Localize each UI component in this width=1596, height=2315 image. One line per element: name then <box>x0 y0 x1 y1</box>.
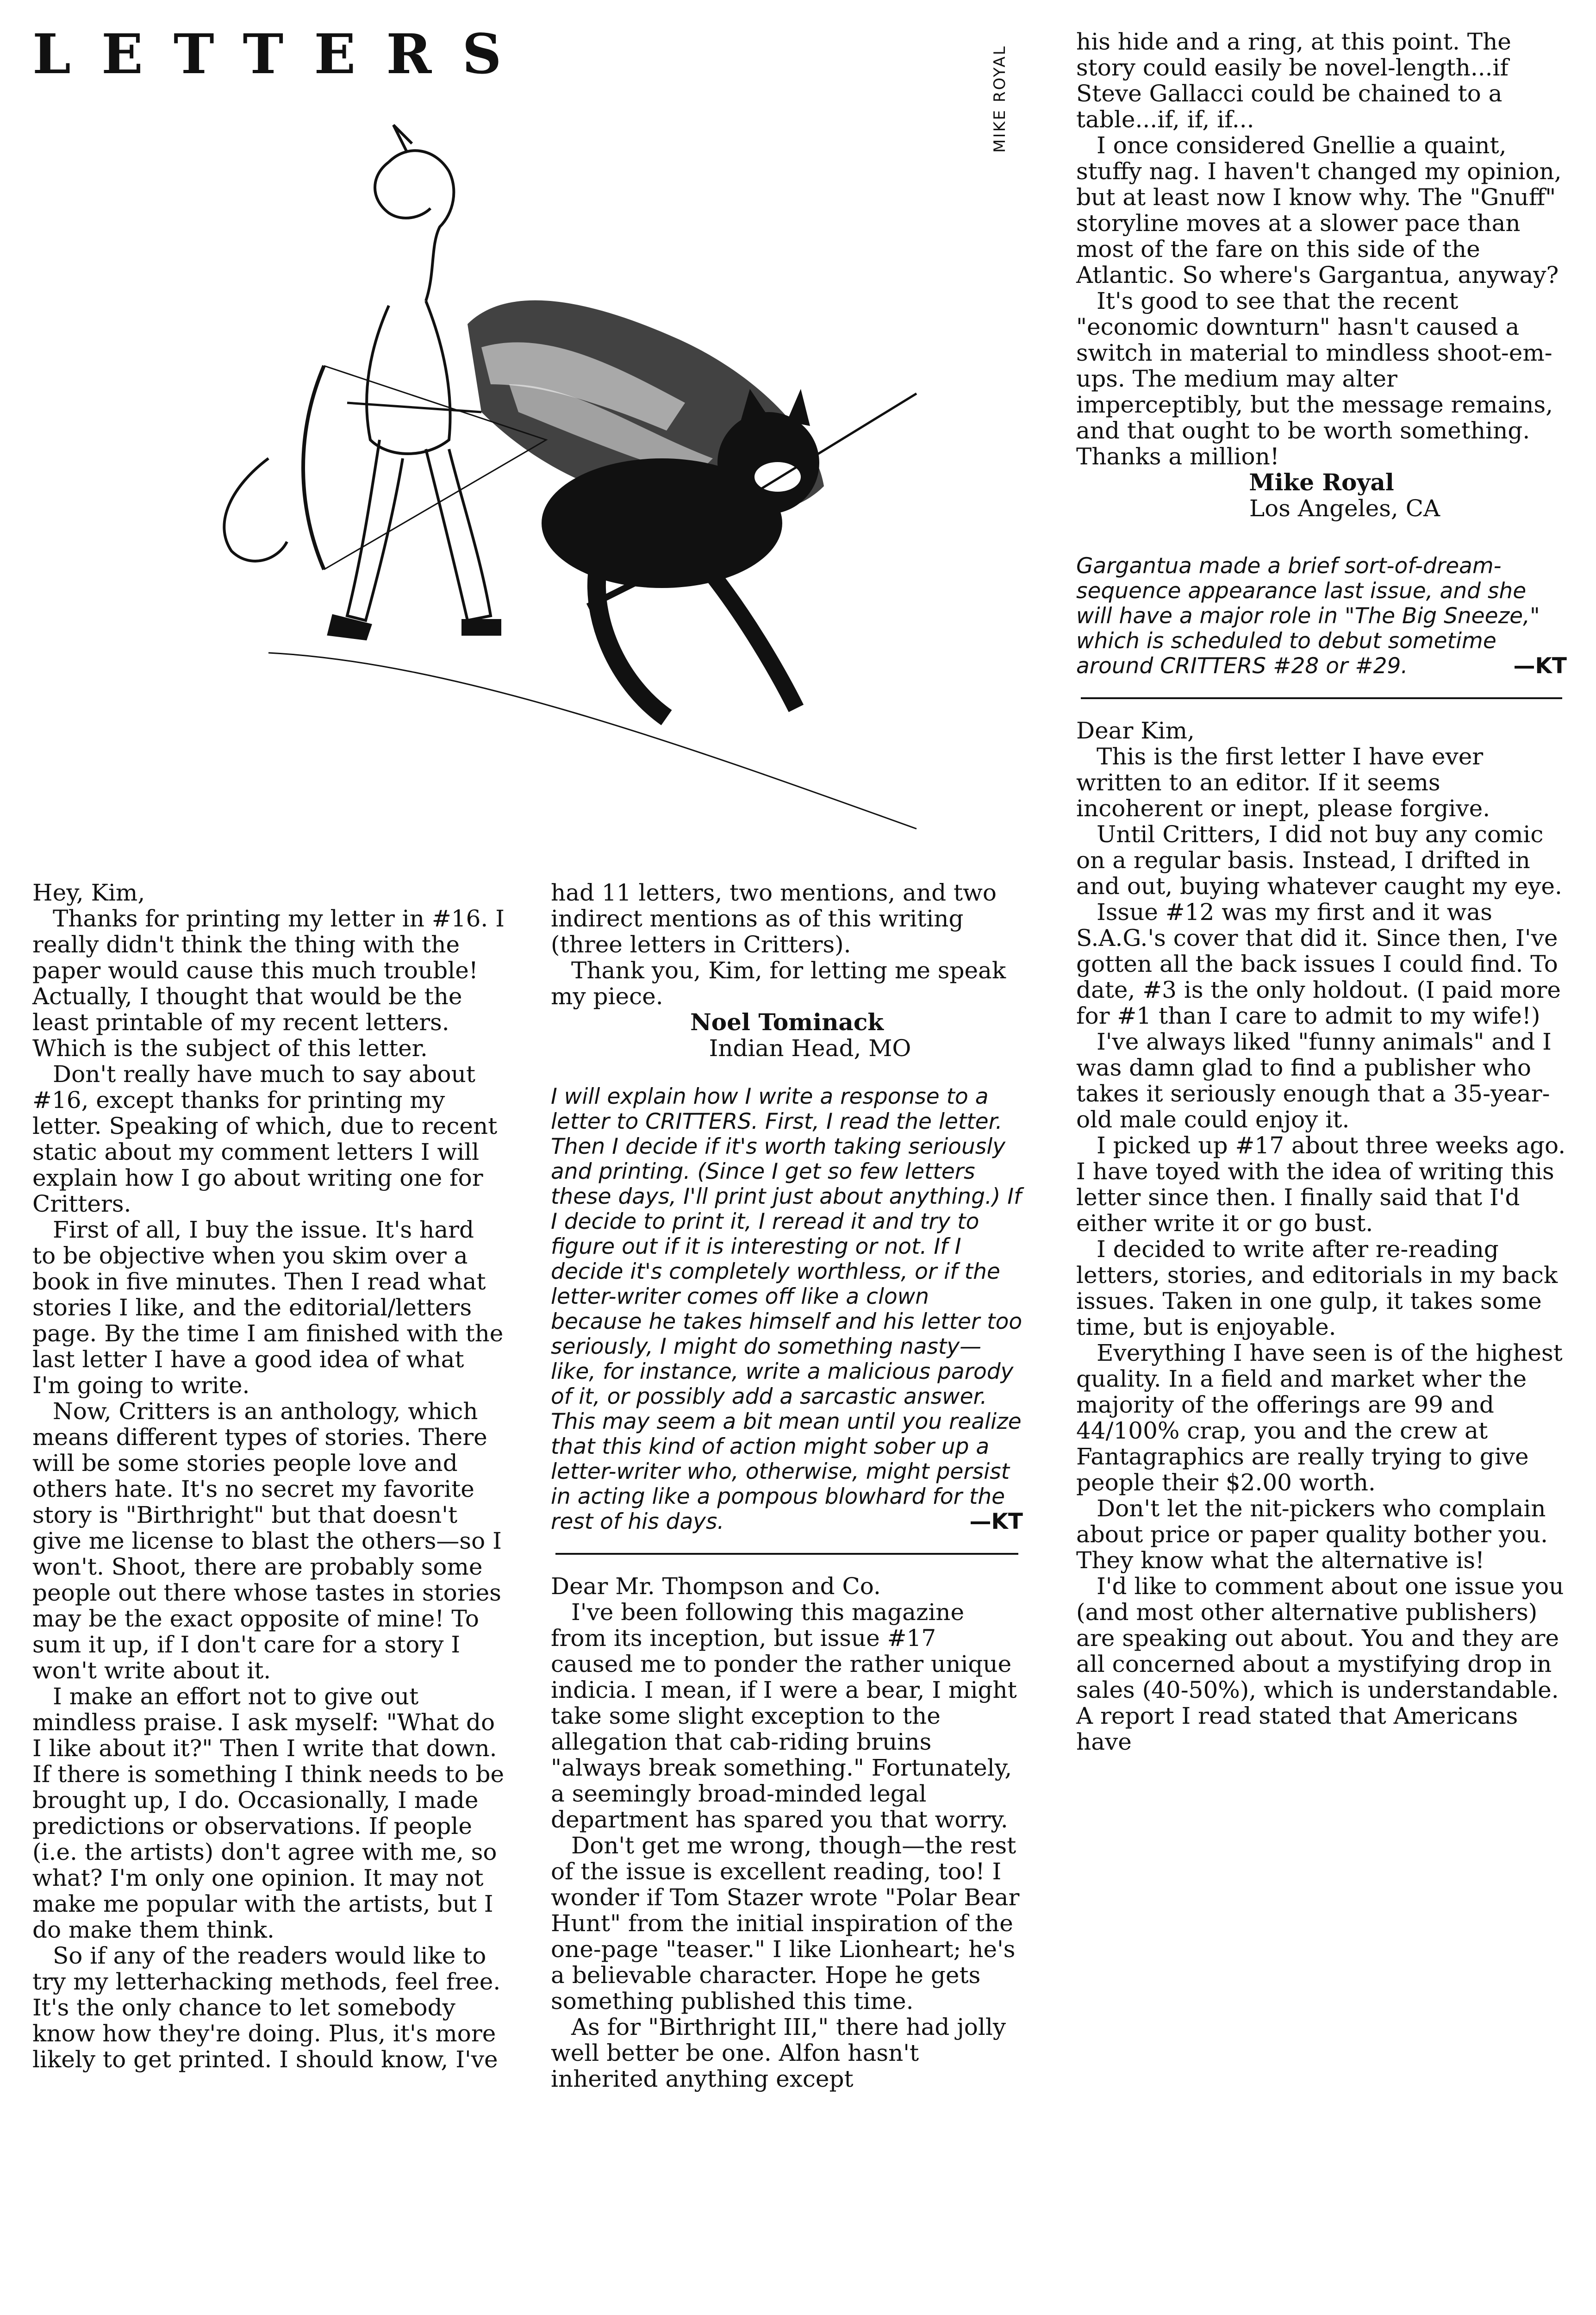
paragraph: Everything I have seen is of the highest quality. In a field and market wher the majority of the offerings are 99 and 44/100% crap, you and the crew at Fantagraphics are really trying to give people their $2.00 worth. <box>1076 1339 1563 1496</box>
paragraph: This is the first letter I have ever written to an editor. If it seems incoherent or inept, please forgive. <box>1076 743 1490 822</box>
salutation: Hey, Kim, <box>32 879 145 906</box>
paragraph: Issue #12 was my first and it was S.A.G.'s cover that did it. Since then, I've gotten all the back issues I could find. To date, #3 is the only holdout. (I paid more for #1 than I care to admit to my wife!) <box>1076 899 1561 1029</box>
paragraph: So if any of the readers would like to try my letterhacking methods, feel free. It's the only chance to let somebody know how they're doing. Plus, it's more likely to get printed. I should know, I've <box>32 1942 501 2073</box>
column-3 <box>1076 29 1567 1755</box>
divider <box>1081 697 1562 699</box>
ground-line <box>268 653 916 829</box>
paragraph: Until Critters, I did not buy any comic on a regular basis. Instead, I drifted in and out, buying whatever caught my eye. <box>1076 821 1562 900</box>
paragraph: Don't really have much to say about #16, except thanks for printing my letter. Speaking of which, due to recent static about my comment letters I will explain how I go about writing one for Critters. <box>32 1061 498 1217</box>
editor-reply-text: Gargantua made a brief sort-of-dream-sequence appearance last issue, and she will have a major role in "The Big Sneeze," which is scheduled to debut sometime around CRITTERS #28 or #29. <box>1076 553 1540 679</box>
paragraph: I make an effort not to give out mindless praise. I ask myself: "What do I like about it?" Then I write that down. If there is something I think needs to be brought up, I do. Occasionally, I made predictions or observations. If people (i.e. the artists) don't agree with me, so what? I'm only one opinion. It may not make me popular with the artists, but I do make them think. <box>32 1683 505 1943</box>
salutation: Dear Kim, <box>1076 717 1195 744</box>
paragraph: Thank you, Kim, for letting me speak my piece. <box>551 957 1006 1010</box>
editor-sign: —KT <box>969 1509 1023 1534</box>
paragraph: Don't get me wrong, though—the rest of the issue is excellent reading, too! I wonder if Tom Stazer wrote "Polar Bear Hunt" from the initial inspiration of the one-page "teaser." I like Lionheart; he's a believable character. Hope he gets something published this time. <box>551 1832 1020 2015</box>
paragraph: I've always liked "funny animals" and I was damn glad to find a publisher who takes it seriously enough that a 35-year-old male could enjoy it. <box>1076 1028 1552 1133</box>
paragraph: his hide and a ring, at this point. The story could easily be novel-length...if Steve Gallacci could be chained to a table...if, if, if... <box>1076 28 1511 133</box>
paragraph: I once considered Gnellie a quaint, stuffy nag. I haven't changed my opinion, but at least now I know why. The "Gnuff" storyline moves at a slower pace than most of the fare on this side of the Atlantic. So where's Gargantua, anyway? <box>1076 132 1562 288</box>
signature-name: Mike Royal <box>1249 469 1394 496</box>
paragraph: Don't let the nit-pickers who complain about price or paper quality bother you. They know what the alternative is! <box>1076 1495 1548 1574</box>
editor-sign: —KT <box>1513 653 1567 679</box>
paragraph: It's good to see that the recent "economic downturn" hasn't caused a switch in material to mindless shoot-em-ups. The medium may alter imperceptibly, but the message remains, and that ought to be worth something. Thanks a million! <box>1076 288 1553 470</box>
salutation: Dear Mr. Thompson and Co. <box>551 1573 881 1600</box>
paragraph: First of all, I buy the issue. It's hard to be objective when you skim over a book in five minutes. Then I read what stories I like, and the editorial/letters page. By the time I am finished with the last letter I have a good idea of what I'm going to write. <box>32 1216 504 1399</box>
page-title: LETTERS <box>32 22 532 86</box>
paragraph: Thanks for printing my letter in #16. I really didn't think the thing with the paper would cause this much trouble! Actually, I thought that would be the least printable of my recent letters. Which is the subject of this letter. <box>32 905 505 1062</box>
editor-reply <box>551 1084 1023 1534</box>
editor-reply <box>1076 554 1567 679</box>
column-2 <box>551 880 1023 2092</box>
paragraph: Now, Critters is an anthology, which means different types of stories. There will be some stories people love and others hate. It's no secret my favorite story is "Birthright" but that doesn't give me license to blast the others—so I won't. Shoot, there are probably some people out there whose tastes in stories may be the exact opposite of mine! To sum it up, if I don't care for a story I won't write about it. <box>32 1398 502 1684</box>
paragraph: had 11 letters, two mentions, and two indirect mentions as of this writing (three letters in Critters). <box>551 879 997 958</box>
paragraph: I picked up #17 about three weeks ago. I have toyed with the idea of writing this letter since then. I finally said that I'd either write it or go bust. <box>1076 1132 1566 1237</box>
divider <box>555 1553 1018 1555</box>
paragraph: As for "Birthright III," there had jolly well better be one. Alfon hasn't inherited anything except <box>551 2014 1006 2092</box>
signature-name: Noel Tominack <box>690 1008 884 1036</box>
signature-place: Los Angeles, CA <box>1249 495 1440 522</box>
art-credit: MIKE ROYAL <box>991 45 1009 153</box>
paragraph: I decided to write after re-reading letters, stories, and editorials in my back issues. Taken in one gulp, it takes some time, but is enjoyable. <box>1076 1236 1558 1340</box>
paragraph: I've been following this magazine from its inception, but issue #17 caused me to ponder the rather unique indicia. I mean, if I were a bear, I might take some slight exception to the allegation that cab-riding bruins "always break something." Fortunately, a seemingly broad-minded legal department has spared you that worry. <box>551 1599 1017 1833</box>
column-1 <box>32 880 505 2072</box>
signature-place: Indian Head, MO <box>709 1035 911 1062</box>
editor-reply-text: I will explain how I write a response to a letter to CRITTERS. First, I read the letter. Then I decide if it's worth taking seriously and printing. (Since I get so few letters these days, I'll print just about anything.) If I decide to print it, I reread it and try to figure out if it is interesting or not. If I decide it's completely worthless, or if the letter-writer comes off like a clown because he takes himself and his letter too seriously, I might do something nasty—like, for instance, write a malicious parody of it, or possibly add a sarcastic answer. This may seem a bit mean until you realize that this kind of action might sober up a letter-writer who, otherwise, might persist in acting like a pompous blowhard for the rest of his days. <box>551 1084 1022 1534</box>
paragraph: I'd like to comment about one issue you (and most other alternative publishers) are speaking out about. You and they are all concerned about a mystifying drop in sales (40-50%), which is understandable. A report I read stated that Americans have <box>1076 1573 1564 1755</box>
illustration <box>130 106 977 857</box>
